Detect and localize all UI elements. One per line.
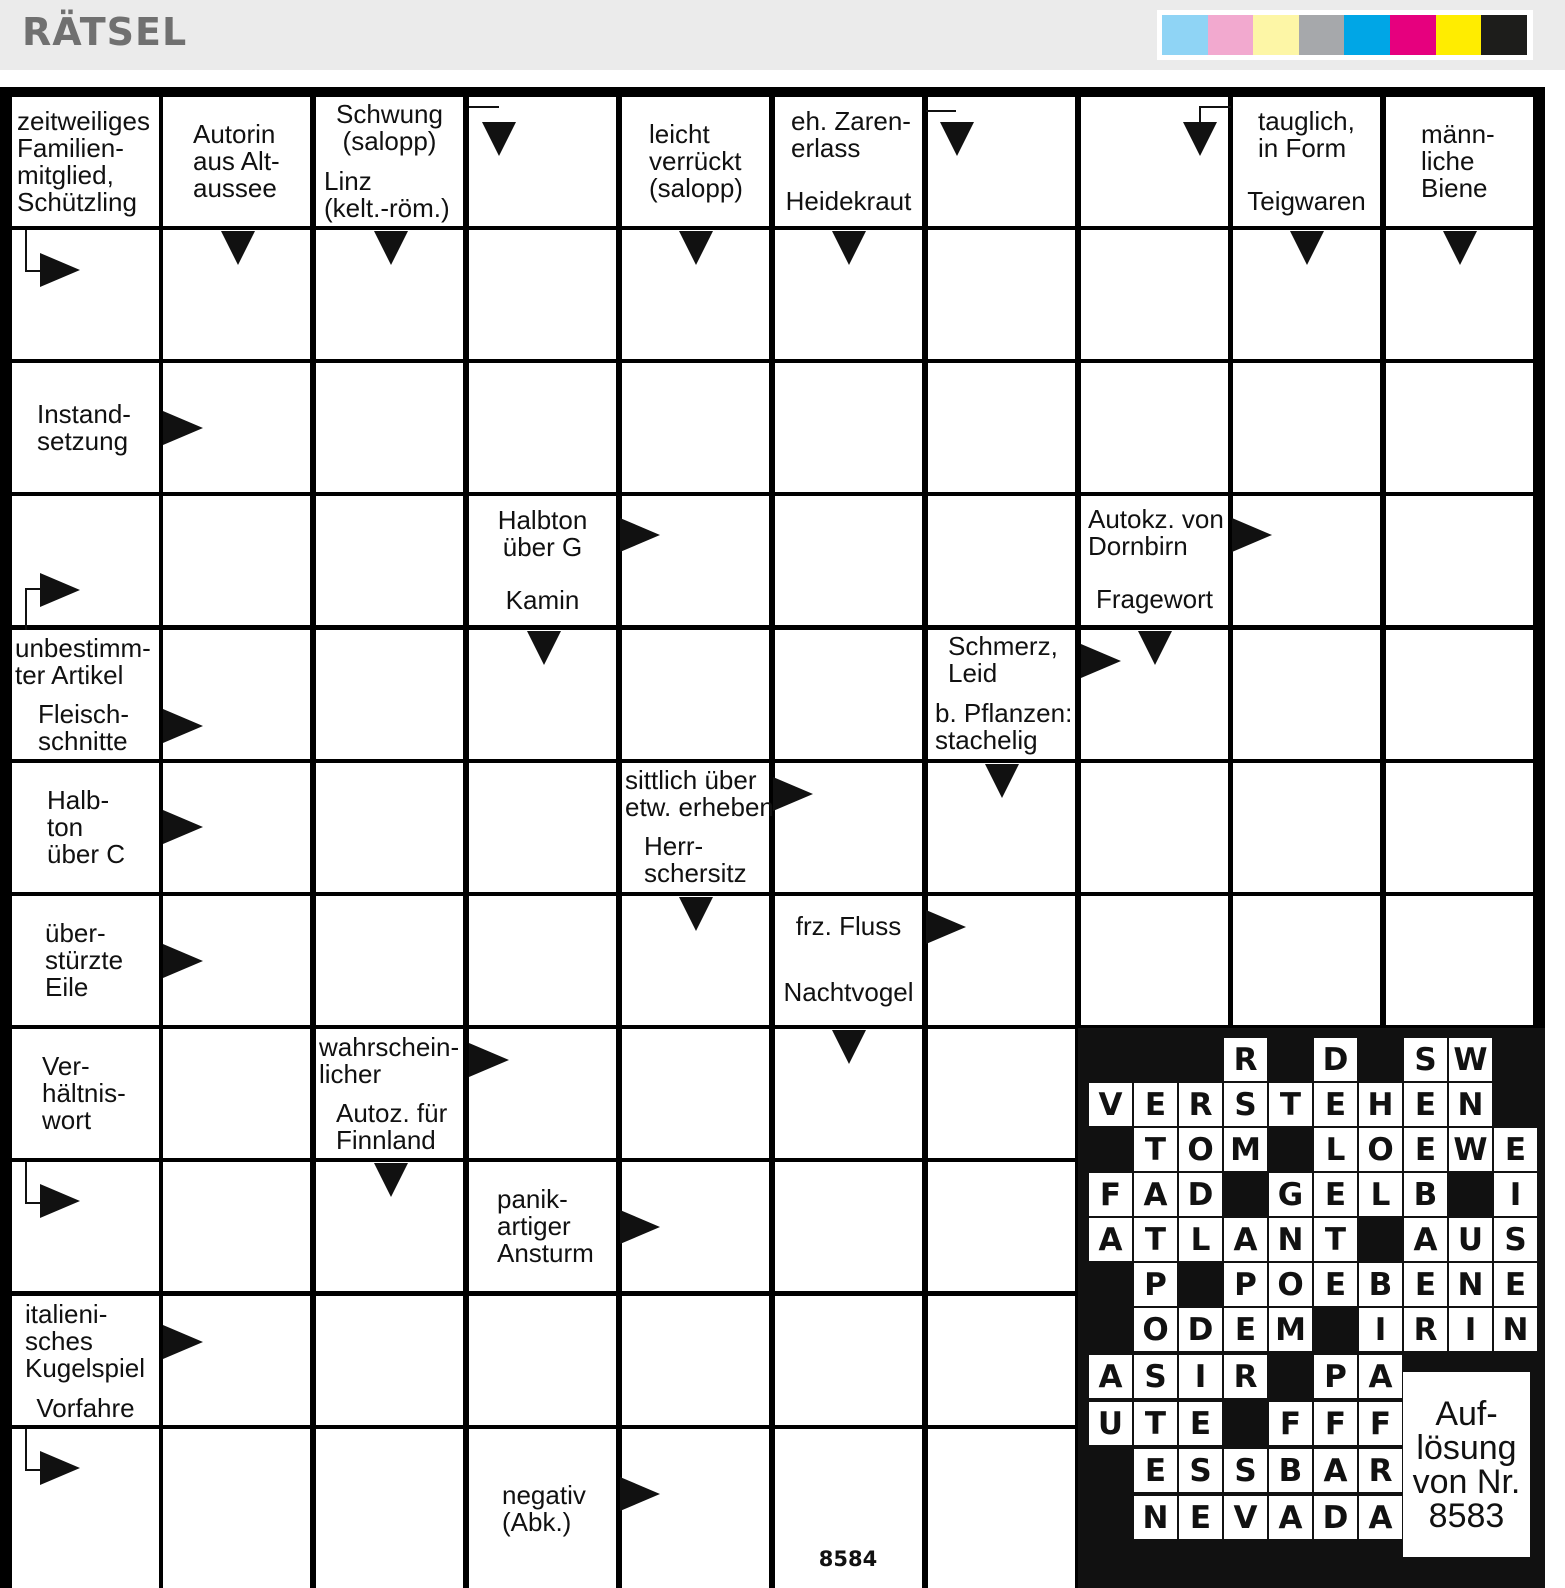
arrow-right-icon — [620, 518, 660, 552]
solution-letter: W — [1449, 1128, 1492, 1171]
grid-cell[interactable] — [316, 363, 463, 492]
arrow-down-icon — [985, 764, 1019, 798]
arrow-down-icon — [1290, 231, 1324, 265]
clue-c13: Kamin — [469, 576, 616, 625]
clue-c18: Schmerz, Leid — [928, 630, 1075, 690]
solution-letter: D — [1179, 1308, 1222, 1351]
solution-letter: A — [1404, 1218, 1447, 1261]
solution-letter: F — [1314, 1402, 1357, 1445]
grid-cell[interactable] — [316, 896, 463, 1025]
arrow-connector-line — [469, 106, 499, 126]
arrow-right-icon — [40, 1451, 80, 1485]
arrow-down-icon — [1443, 231, 1477, 265]
clue-c6: eh. Zaren- erlass — [775, 97, 922, 172]
solution-letter: I — [1449, 1308, 1492, 1351]
grid-cell[interactable] — [316, 763, 463, 892]
solution-letter: I — [1179, 1355, 1222, 1398]
solution-letter: N — [1269, 1218, 1312, 1261]
solution-letter: W — [1449, 1038, 1492, 1081]
solution-letter: B — [1269, 1449, 1312, 1492]
grid-cell[interactable] — [469, 363, 616, 492]
solution-letter: R — [1404, 1308, 1447, 1351]
clue-c19: b. Pflanzen: stachelig — [928, 694, 1075, 759]
arrow-right-icon — [163, 411, 203, 445]
clue-c12: Halbton über G — [469, 496, 616, 572]
clue-c25: Nachtvogel — [775, 960, 922, 1025]
grid-cell[interactable] — [469, 896, 616, 1025]
grid-cell[interactable] — [1081, 230, 1228, 359]
arrow-connector-line — [926, 110, 956, 126]
grid-cell[interactable] — [1233, 630, 1380, 759]
arrow-right-icon — [163, 709, 203, 743]
arrow-down-icon — [679, 897, 713, 931]
clue-c28: Autoz. für Finnland — [316, 1096, 463, 1158]
clue-c26: Ver- hältnis- wort — [12, 1029, 159, 1158]
arrow-down-icon — [374, 231, 408, 265]
clue-c1: zeitweiliges Familien- mitglied, Schützling — [12, 97, 159, 226]
page-title: RÄTSEL — [22, 10, 188, 54]
grid-cell[interactable] — [1386, 630, 1533, 759]
solution-letter: R — [1359, 1449, 1402, 1492]
solution-letter: E — [1179, 1496, 1222, 1539]
solution-letter: S — [1494, 1218, 1537, 1261]
grid-cell[interactable] — [775, 1296, 922, 1425]
arrow-down-icon — [482, 122, 516, 156]
arrow-down-icon — [832, 1030, 866, 1064]
arrow-right-icon — [163, 944, 203, 978]
solution-letter: A — [1359, 1355, 1402, 1398]
solution-letter: E — [1134, 1083, 1177, 1126]
clue-c15: Fragewort — [1081, 573, 1228, 625]
grid-cell[interactable] — [1386, 496, 1533, 625]
solution-letter: A — [1089, 1218, 1132, 1261]
solution-letter: P — [1314, 1355, 1357, 1398]
solution-letter: E — [1134, 1449, 1177, 1492]
arrow-right-icon — [1081, 644, 1121, 678]
grid-cell[interactable] — [775, 496, 922, 625]
clue-c24: frz. Fluss — [775, 896, 922, 956]
arrow-down-icon — [221, 231, 255, 265]
solution-letter: M — [1224, 1128, 1267, 1171]
grid-cell[interactable] — [1081, 763, 1228, 892]
solution-letter: G — [1269, 1173, 1312, 1216]
solution-letter: A — [1359, 1496, 1402, 1539]
arrow-down-icon — [1183, 122, 1217, 156]
clue-c20: Halb- ton über C — [12, 763, 159, 892]
color-swatch — [1299, 15, 1345, 55]
clue-c31: Vorfahre — [12, 1391, 159, 1425]
grid-cell[interactable] — [928, 1296, 1075, 1425]
color-swatch — [1253, 15, 1299, 55]
solution-letter: N — [1449, 1263, 1492, 1306]
grid-cell[interactable] — [316, 1429, 463, 1588]
color-swatch — [1481, 15, 1527, 55]
solution-letter: E — [1314, 1083, 1357, 1126]
arrow-right-icon — [1232, 518, 1272, 552]
clue-c4: Linz (kelt.-röm.) — [316, 163, 463, 226]
arrow-right-icon — [40, 253, 80, 287]
grid-cell[interactable] — [1081, 896, 1228, 1025]
grid-cell[interactable] — [1233, 763, 1380, 892]
clue-c29: panik- artiger Ansturm — [469, 1162, 616, 1291]
clue-c2: Autorin aus Alt- aussee — [163, 97, 310, 226]
solution-letter: O — [1134, 1308, 1177, 1351]
grid-cell[interactable] — [775, 1162, 922, 1291]
solution-letter: B — [1404, 1173, 1447, 1216]
solution-letter: S — [1404, 1038, 1447, 1081]
solution-letter: A — [1089, 1355, 1132, 1398]
grid-cell[interactable] — [163, 1029, 310, 1158]
solution-letter: A — [1314, 1449, 1357, 1492]
clue-c22: Herr- schersitz — [622, 828, 769, 892]
solution-letter: E — [1224, 1308, 1267, 1351]
color-swatch — [1344, 15, 1390, 55]
arrow-right-icon — [620, 1477, 660, 1511]
color-swatch — [1208, 15, 1254, 55]
solution-letter: A — [1134, 1173, 1177, 1216]
clue-c27: wahrschein- licher — [316, 1029, 463, 1092]
solution-letter: A — [1224, 1218, 1267, 1261]
grid-cell[interactable] — [1081, 363, 1228, 492]
arrow-right-icon — [40, 1184, 80, 1218]
puzzle-number: 8584 — [809, 1546, 887, 1588]
clue-c7: Heidekraut — [775, 176, 922, 226]
solution-letter: L — [1359, 1173, 1402, 1216]
grid-cell[interactable] — [163, 1296, 310, 1425]
solution-letter: L — [1314, 1128, 1357, 1171]
clue-c3: Schwung (salopp) — [316, 97, 463, 159]
solution-letter: R — [1179, 1083, 1222, 1126]
solution-letter: E — [1494, 1263, 1537, 1306]
solution-letter: R — [1224, 1355, 1267, 1398]
grid-cell[interactable] — [928, 496, 1075, 625]
solution-letter: V — [1089, 1083, 1132, 1126]
grid-cell[interactable] — [316, 1296, 463, 1425]
grid-cell[interactable] — [1386, 896, 1533, 1025]
grid-cell[interactable] — [622, 630, 769, 759]
grid-cell[interactable] — [163, 1162, 310, 1291]
solution-letter: M — [1269, 1308, 1312, 1351]
solution-letter: U — [1449, 1218, 1492, 1261]
arrow-connector-line — [1199, 106, 1231, 126]
arrow-connector-line — [25, 1162, 43, 1204]
solution-letter: D — [1314, 1038, 1357, 1081]
arrow-connector-line — [25, 1429, 43, 1471]
clue-c14: Autokz. von Dornbirn — [1081, 496, 1228, 569]
grid-cell[interactable] — [622, 1296, 769, 1425]
solution-letter: T — [1134, 1218, 1177, 1261]
grid-cell[interactable] — [469, 763, 616, 892]
arrow-right-icon — [620, 1210, 660, 1244]
solution-letter: S — [1224, 1083, 1267, 1126]
grid-cell[interactable] — [316, 630, 463, 759]
solution-letter: V — [1224, 1496, 1267, 1539]
grid-cell[interactable] — [1386, 363, 1533, 492]
solution-letter: F — [1269, 1402, 1312, 1445]
solution-letter: U — [1089, 1402, 1132, 1445]
grid-cell[interactable] — [1233, 363, 1380, 492]
solution-letter: T — [1314, 1218, 1357, 1261]
solution-letter: E — [1314, 1173, 1357, 1216]
solution-letter: E — [1314, 1263, 1357, 1306]
clue-c10: männ- liche Biene — [1386, 97, 1533, 226]
grid-cell[interactable] — [622, 496, 769, 625]
color-swatch — [1162, 15, 1208, 55]
solution-letter: E — [1404, 1128, 1447, 1171]
grid-cell[interactable] — [163, 1429, 310, 1588]
solution-letter: F — [1359, 1402, 1402, 1445]
color-swatch — [1390, 15, 1436, 55]
solution-letter: O — [1269, 1263, 1312, 1306]
arrow-right-icon — [40, 573, 80, 607]
arrow-connector-line — [25, 588, 43, 630]
grid-cell[interactable] — [1233, 896, 1380, 1025]
arrow-right-icon — [926, 910, 966, 944]
arrow-right-icon — [469, 1043, 509, 1077]
clue-c8: tauglich, in Form — [1233, 97, 1380, 172]
grid-cell[interactable] — [928, 363, 1075, 492]
solution-letter: H — [1359, 1083, 1402, 1126]
grid-cell[interactable] — [928, 1162, 1075, 1291]
solution-letter: B — [1359, 1263, 1402, 1306]
arrow-right-icon — [163, 810, 203, 844]
clue-c16: unbestimm- ter Artikel — [12, 630, 159, 693]
arrow-down-icon — [832, 231, 866, 265]
solution-letter: N — [1494, 1308, 1537, 1351]
arrow-down-icon — [1138, 631, 1172, 665]
print-color-bar — [1157, 10, 1533, 60]
solution-letter: E — [1404, 1083, 1447, 1126]
arrow-connector-line — [25, 230, 43, 272]
clue-c32: negativ (Abk.) — [469, 1429, 616, 1588]
arrow-down-icon — [940, 122, 974, 156]
clue-c23: über- stürzte Eile — [12, 896, 159, 1025]
grid-cell[interactable] — [928, 230, 1075, 359]
solution-letter: O — [1359, 1128, 1402, 1171]
arrow-down-icon — [679, 231, 713, 265]
grid-cell[interactable] — [1233, 496, 1380, 625]
grid-cell[interactable] — [163, 496, 310, 625]
solution-letter: E — [1404, 1263, 1447, 1306]
color-swatch — [1436, 15, 1482, 55]
solution-letter: P — [1224, 1263, 1267, 1306]
grid-cell[interactable] — [622, 1029, 769, 1158]
grid-cell[interactable] — [928, 1429, 1075, 1588]
solution-letter: D — [1179, 1173, 1222, 1216]
solution-letter: N — [1134, 1496, 1177, 1539]
solution-letter: O — [1179, 1128, 1222, 1171]
solution-letter: P — [1134, 1263, 1177, 1306]
solution-letter: I — [1494, 1173, 1537, 1216]
solution-letter: T — [1134, 1402, 1177, 1445]
solution-letter: R — [1224, 1038, 1267, 1081]
solution-letter: T — [1269, 1083, 1312, 1126]
solution-letter: S — [1179, 1449, 1222, 1492]
solution-letter: S — [1224, 1449, 1267, 1492]
grid-cell[interactable] — [775, 630, 922, 759]
solution-letter: I — [1359, 1308, 1402, 1351]
grid-cell[interactable] — [1386, 763, 1533, 892]
clue-c30: italieni- sches Kugelspiel — [12, 1296, 159, 1387]
solution-letter: F — [1089, 1173, 1132, 1216]
header-bar — [0, 0, 1565, 70]
grid-cell[interactable] — [316, 496, 463, 625]
arrow-down-icon — [527, 631, 561, 665]
grid-cell[interactable] — [622, 363, 769, 492]
clue-c17: Fleisch- schnitte — [12, 697, 159, 759]
arrow-down-icon — [374, 1163, 408, 1197]
grid-cell[interactable] — [469, 1296, 616, 1425]
solution-letter: A — [1269, 1496, 1312, 1539]
solution-letter: D — [1314, 1496, 1357, 1539]
clue-c11: Instand- setzung — [12, 363, 159, 492]
grid-cell[interactable] — [928, 1029, 1075, 1158]
clue-c21: sittlich über etw. erheben — [622, 763, 769, 824]
arrow-right-icon — [773, 777, 813, 811]
solution-label: Auf- lösung von Nr. 8583 — [1403, 1372, 1530, 1557]
solution-letter: L — [1179, 1218, 1222, 1261]
solution-letter: T — [1134, 1128, 1177, 1171]
arrow-right-icon — [163, 1325, 203, 1359]
solution-letter: S — [1134, 1355, 1177, 1398]
grid-cell[interactable] — [469, 230, 616, 359]
clue-c9: Teigwaren — [1233, 176, 1380, 226]
solution-letter: N — [1449, 1083, 1492, 1126]
grid-cell[interactable] — [775, 363, 922, 492]
solution-letter: E — [1494, 1128, 1537, 1171]
solution-letter: E — [1179, 1402, 1222, 1445]
clue-c5: leicht verrückt (salopp) — [622, 97, 769, 226]
